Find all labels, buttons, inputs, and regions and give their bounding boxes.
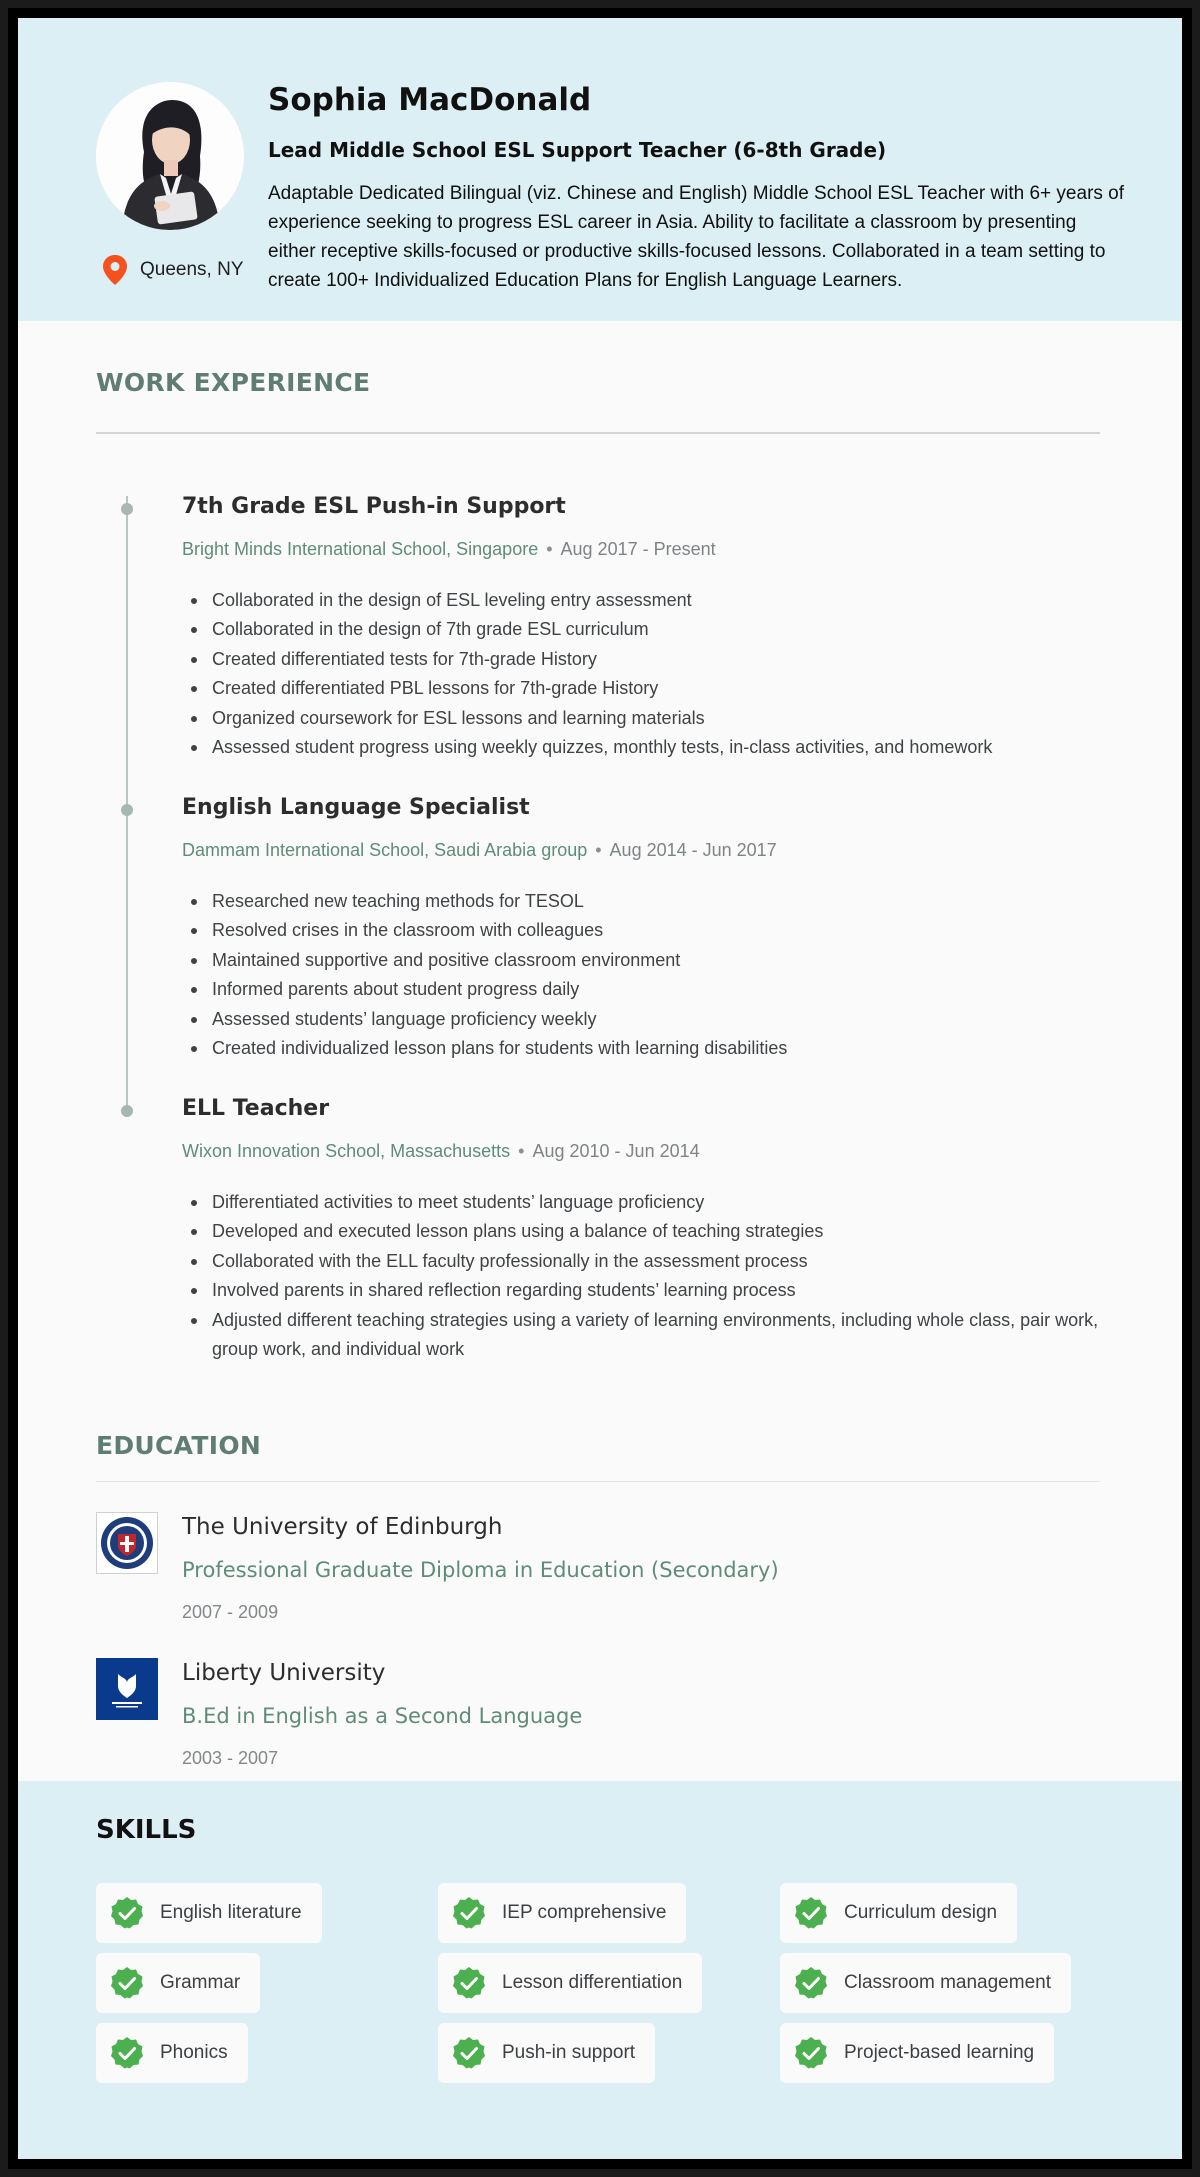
summary-text: Adaptable Dedicated Bilingual (viz. Chinese and English) Middle School ESL Teacher with 6+ years of experience seeking to progress ESL career in Asia. Ability to facilitate a classroom by presenting either receptive skills-focused or productive skills-focused lessons. Collaborated in a team setting to create 100+ Individualized Education Plans for English Language Learners. <box>268 183 1125 291</box>
skill-label: Lesson differentiation <box>502 1972 683 1993</box>
location <box>102 254 244 286</box>
candidate-name: Sophia MacDonald <box>268 82 592 118</box>
skill-chip <box>780 2023 1054 2083</box>
job-bullet: Collaborated with the ELL faculty professionally in the assessment process <box>212 1247 1112 1276</box>
avatar <box>96 82 244 230</box>
job-bullet: Organized coursework for ESL lessons and learning materials <box>212 704 1112 733</box>
skill-label: IEP comprehensive <box>502 1902 667 1923</box>
skill-label: Curriculum design <box>844 1902 998 1923</box>
job-company: Wixon Innovation School, Massachusetts <box>182 1141 511 1161</box>
work-experience-heading: WORK EXPERIENCE <box>96 368 371 397</box>
meta-separator: • <box>595 840 602 860</box>
skill-label: Classroom management <box>844 1972 1051 1993</box>
check-badge-icon <box>452 1896 486 1930</box>
job-dates: Aug 2017 - Present <box>560 539 716 559</box>
skill-chip <box>96 1953 260 2013</box>
job-company: Dammam International School, Saudi Arabia group <box>182 840 588 860</box>
skills-heading: SKILLS <box>96 1815 197 1845</box>
education-heading: EDUCATION <box>96 1431 262 1460</box>
university-seal-icon <box>96 1512 158 1574</box>
job-bullet: Assessed students’ language proficiency weekly <box>212 1005 1112 1034</box>
timeline-dot <box>121 804 133 816</box>
resume-header <box>18 18 1182 321</box>
meta-separator: • <box>518 1141 525 1161</box>
section-divider <box>96 1481 1100 1482</box>
job-bullets <box>212 586 1112 762</box>
degree-name: B.Ed in English as a Second Language <box>182 1704 583 1728</box>
skill-label: Grammar <box>160 1972 241 1993</box>
job-bullet: Collaborated in the design of ESL leveling entry assessment <box>212 586 1112 615</box>
check-badge-icon <box>110 1966 144 2000</box>
degree-name: Professional Graduate Diploma in Education (Secondary) <box>182 1558 779 1582</box>
job-bullet: Researched new teaching methods for TESOL <box>212 887 1112 916</box>
check-badge-icon <box>794 1966 828 2000</box>
check-badge-icon <box>794 1896 828 1930</box>
check-badge-icon <box>452 1966 486 2000</box>
meta-separator: • <box>546 539 553 559</box>
job-dates: Aug 2010 - Jun 2014 <box>532 1141 700 1161</box>
job-bullet: Resolved crises in the classroom with colleagues <box>212 916 1112 945</box>
job-bullet: Created individualized lesson plans for students with learning disabilities <box>212 1034 1112 1063</box>
job-bullet: Created differentiated PBL lessons for 7th-grade History <box>212 674 1112 703</box>
job-bullet: Created differentiated tests for 7th-grade History <box>212 645 1112 674</box>
job-title: English Language Specialist <box>182 795 530 820</box>
profile-photo <box>96 82 244 230</box>
section-divider <box>96 432 1100 434</box>
job-bullet: Collaborated in the design of 7th grade ESL curriculum <box>212 615 1112 644</box>
education-years: 2003 - 2007 <box>182 1748 279 1768</box>
skill-label: Project-based learning <box>844 2042 1035 2063</box>
job-bullet: Involved parents in shared reflection regarding students’ learning process <box>212 1276 1112 1305</box>
job-bullets <box>212 1188 1112 1364</box>
skill-chip <box>438 1953 702 2013</box>
location-text: Queens, NY <box>140 259 244 280</box>
skill-label: Push-in support <box>502 2042 636 2063</box>
job-bullet: Maintained supportive and positive classroom environment <box>212 946 1112 975</box>
check-badge-icon <box>110 1896 144 1930</box>
check-badge-icon <box>452 2036 486 2070</box>
job-bullets <box>212 887 1112 1063</box>
job-title: 7th Grade ESL Push-in Support <box>182 494 566 519</box>
job-company: Bright Minds International School, Singapore <box>182 539 539 559</box>
timeline-dot <box>121 1105 133 1117</box>
job-bullet: Differentiated activities to meet students’ language proficiency <box>212 1188 1112 1217</box>
skill-chip <box>438 2023 655 2083</box>
check-badge-icon <box>794 2036 828 2070</box>
job-bullet: Informed parents about student progress daily <box>212 975 1112 1004</box>
job-meta <box>182 539 716 560</box>
job-meta <box>182 840 777 861</box>
skill-label: Phonics <box>160 2042 228 2063</box>
job-bullet: Adjusted different teaching strategies using a variety of learning environments, including whole class, pair work, group work, and individual work <box>212 1306 1112 1365</box>
job-dates: Aug 2014 - Jun 2017 <box>609 840 777 860</box>
skill-chip <box>780 1953 1071 2013</box>
resume-page <box>18 18 1182 2159</box>
school-name: Liberty University <box>182 1660 386 1686</box>
skill-chip <box>780 1883 1017 1943</box>
job-bullet: Assessed student progress using weekly quizzes, monthly tests, in-class activities, and homework <box>212 733 1112 762</box>
education-years: 2007 - 2009 <box>182 1602 279 1622</box>
check-badge-icon <box>110 2036 144 2070</box>
job-title: ELL Teacher <box>182 1096 330 1121</box>
skill-chip <box>438 1883 686 1943</box>
skill-chip <box>96 2023 248 2083</box>
job-bullet: Developed and executed lesson plans using a balance of teaching strategies <box>212 1217 1112 1246</box>
skill-chip <box>96 1883 322 1943</box>
job-meta <box>182 1141 700 1162</box>
resume-frame <box>8 8 1192 2169</box>
school-name: The University of Edinburgh <box>182 1514 503 1540</box>
university-crest-icon <box>96 1658 158 1720</box>
location-pin-icon <box>102 254 128 286</box>
timeline-dot <box>121 503 133 515</box>
candidate-role: Lead Middle School ESL Support Teacher (6-8th Grade) <box>268 138 887 162</box>
skill-label: English literature <box>160 1902 302 1923</box>
